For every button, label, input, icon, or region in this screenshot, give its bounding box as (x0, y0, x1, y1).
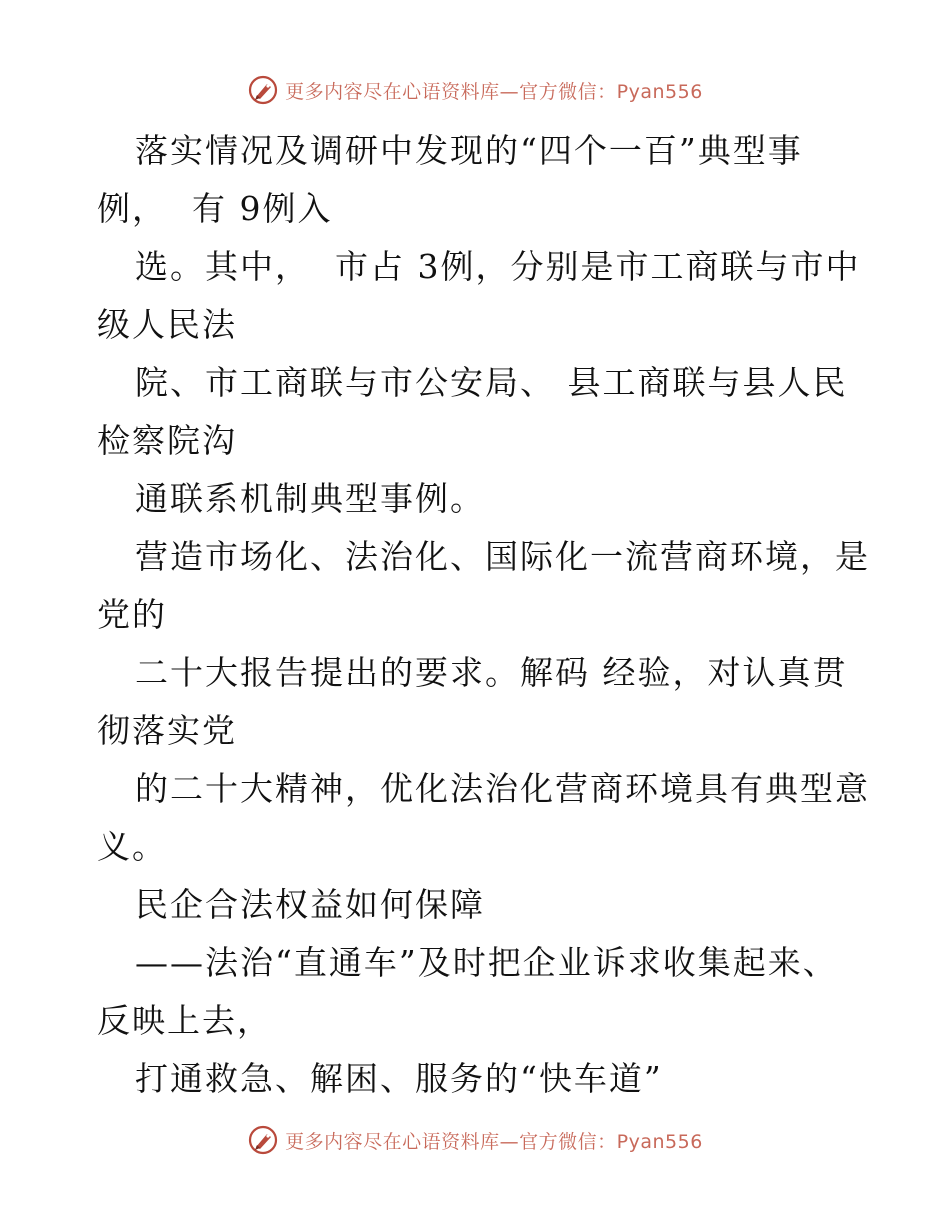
header-banner (0, 70, 950, 110)
text-line: 民企合法权益如何保障 (135, 885, 485, 924)
text-line: 党的 (97, 595, 167, 634)
footer-banner-text: 更多内容尽在心语资料库—官方微信：Pyan556 (285, 1130, 703, 1153)
text-line: ——法治“直通车”及时把企业诉求收集起来、 (135, 943, 838, 982)
text-line: 彻落实党 (97, 711, 237, 750)
text-line: 打通救急、解困、服务的“快车道” (135, 1059, 663, 1098)
text-line: 义。 (97, 827, 167, 866)
text-line: 院、市工商联与市公安局、 县工商联与县人民 (135, 363, 848, 402)
text-line: 选。其中， 市占 3例，分别是市工商联与市中 (135, 247, 861, 286)
text-line: 的二十大精神，优化法治化营商环境具有典型意 (135, 769, 870, 808)
text-line: 二十大报告提出的要求。解码 经验，对认真贯 (135, 653, 848, 692)
text-line: 检察院沟 (97, 421, 237, 460)
text-line: 落实情况及调研中发现的“四个一百”典型事 (135, 131, 803, 170)
pen-nib-logo-icon (247, 74, 279, 106)
footer-banner (0, 1120, 950, 1160)
text-line: 级人民法 (97, 305, 237, 344)
text-line: 营造市场化、法治化、国际化一流营商环境，是 (135, 537, 870, 576)
text-line: 通联系机制典型事例。 (135, 479, 485, 518)
document-body (97, 122, 887, 1108)
header-banner-text: 更多内容尽在心语资料库—官方微信：Pyan556 (285, 80, 703, 103)
text-line: 反映上去， (97, 1001, 272, 1040)
text-line: 例， 有 9例入 (97, 189, 333, 228)
pen-nib-logo-icon (247, 1124, 279, 1156)
